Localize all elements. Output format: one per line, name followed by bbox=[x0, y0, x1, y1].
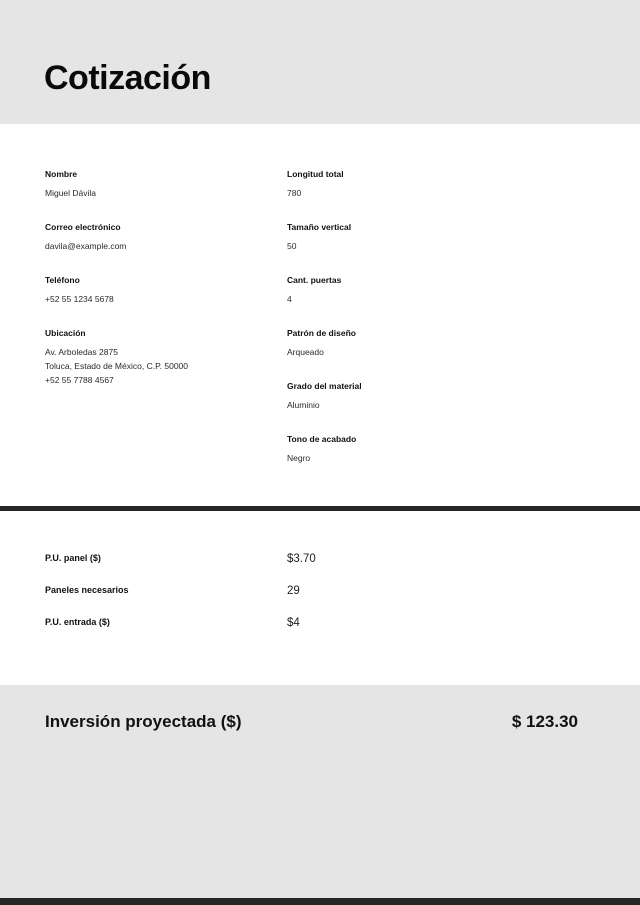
phone-label: Teléfono bbox=[45, 275, 80, 285]
location-line-street: Av. Arboledas 2875 bbox=[45, 347, 118, 357]
price-row-panel-unit bbox=[45, 552, 605, 572]
details-section bbox=[0, 124, 640, 506]
location-label: Ubicación bbox=[45, 328, 86, 338]
email-label: Correo electrónico bbox=[45, 222, 121, 232]
pricing-section bbox=[0, 511, 640, 685]
document-header bbox=[0, 0, 640, 124]
price-row-panels-needed bbox=[45, 584, 605, 604]
email-field bbox=[45, 222, 275, 253]
name-field bbox=[45, 169, 275, 200]
footer-bar bbox=[0, 898, 640, 905]
price-row-entry-unit bbox=[45, 616, 605, 636]
vertical-size-value: 50 bbox=[287, 241, 297, 251]
material-value: Aluminio bbox=[287, 400, 320, 410]
material-label: Grado del material bbox=[287, 381, 362, 391]
email-value: davila@example.com bbox=[45, 241, 127, 251]
location-line-phone: +52 55 7788 4567 bbox=[45, 375, 114, 385]
total-section bbox=[0, 685, 640, 898]
finish-field bbox=[287, 434, 517, 465]
price-value: 29 bbox=[287, 585, 300, 597]
client-column bbox=[45, 169, 275, 409]
pattern-field bbox=[287, 328, 517, 359]
length-label: Longitud total bbox=[287, 169, 344, 179]
length-value: 780 bbox=[287, 188, 302, 198]
document-title: Cotización bbox=[44, 59, 211, 97]
specs-column bbox=[287, 169, 517, 487]
doors-field bbox=[287, 275, 517, 306]
price-value: $4 bbox=[287, 617, 300, 629]
price-value: $3.70 bbox=[287, 553, 316, 565]
material-field bbox=[287, 381, 517, 412]
length-field bbox=[287, 169, 517, 200]
doors-label: Cant. puertas bbox=[287, 275, 342, 285]
pattern-value: Arqueado bbox=[287, 347, 324, 357]
price-label: P.U. panel ($) bbox=[45, 553, 101, 563]
phone-field bbox=[45, 275, 275, 306]
pattern-label: Patrón de diseño bbox=[287, 328, 356, 338]
doors-value: 4 bbox=[287, 294, 292, 304]
total-label: Inversión proyectada ($) bbox=[45, 712, 242, 731]
total-value: $ 123.30 bbox=[511, 712, 578, 731]
price-label: Paneles necesarios bbox=[45, 585, 129, 595]
vertical-size-field bbox=[287, 222, 517, 253]
location-field bbox=[45, 328, 275, 387]
price-label: P.U. entrada ($) bbox=[45, 617, 110, 627]
finish-value: Negro bbox=[287, 453, 311, 463]
finish-label: Tono de acabado bbox=[287, 434, 357, 444]
vertical-size-label: Tamaño vertical bbox=[287, 222, 352, 232]
location-line-city: Toluca, Estado de México, C.P. 50000 bbox=[45, 361, 189, 371]
phone-value: +52 55 1234 5678 bbox=[45, 294, 114, 304]
name-value: Miguel Dávila bbox=[45, 188, 97, 198]
name-label: Nombre bbox=[45, 169, 78, 179]
